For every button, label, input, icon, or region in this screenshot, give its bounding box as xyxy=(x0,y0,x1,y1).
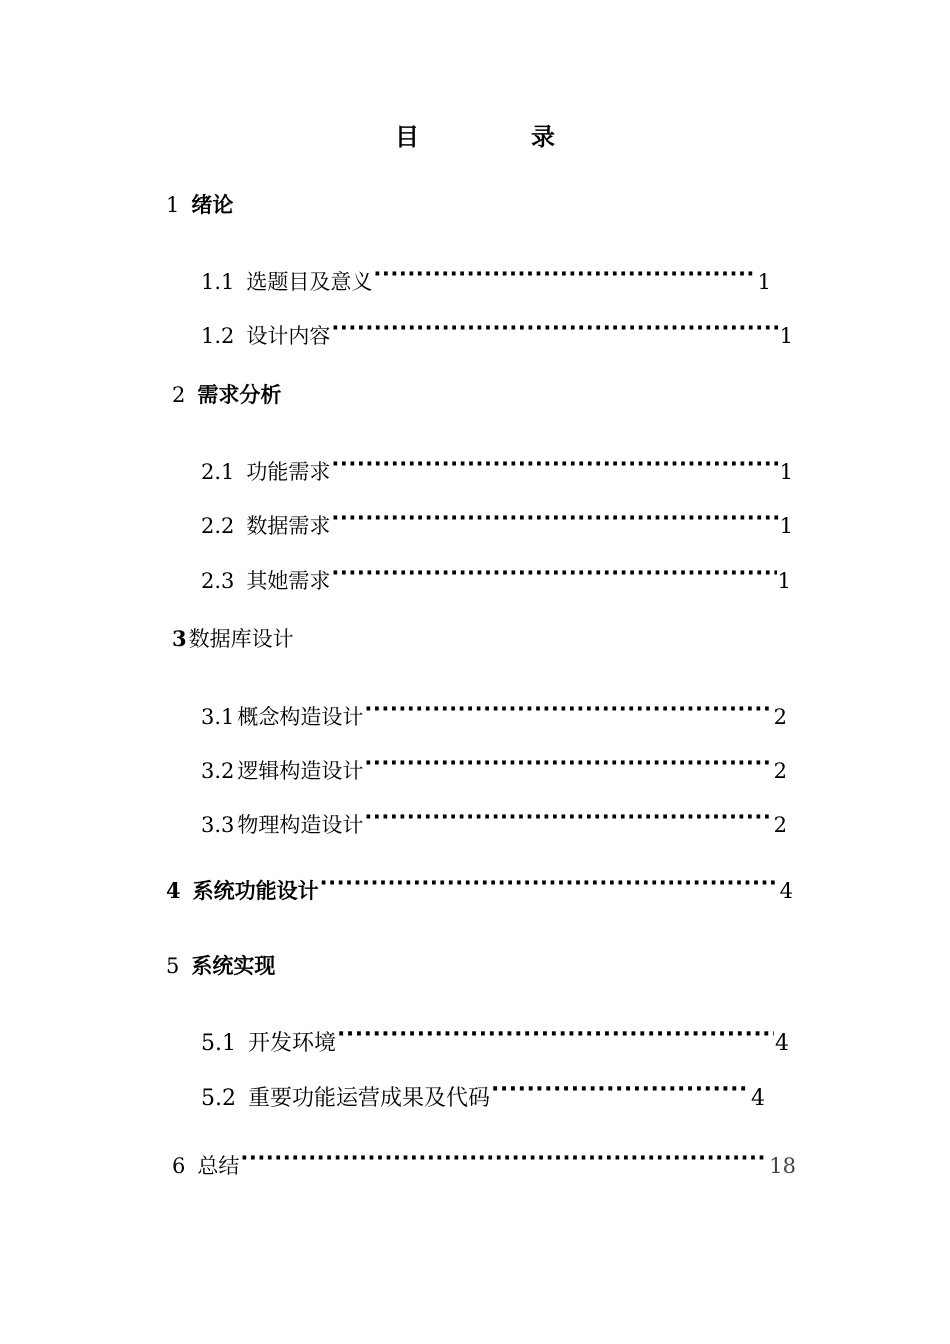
toc-label: 物理构造设计 xyxy=(237,813,364,837)
toc-label: 开发环境 xyxy=(248,1031,337,1056)
toc-leader-dots xyxy=(331,503,778,533)
toc-section-1-2 xyxy=(201,313,793,351)
toc-label: 系统功能设计 xyxy=(192,879,319,903)
toc-chapter-5 xyxy=(166,951,275,981)
toc-section-1-1 xyxy=(201,259,771,297)
toc-number: 1.1 xyxy=(201,270,235,294)
toc-section-5-1 xyxy=(201,1020,789,1059)
toc-number: 2.3 xyxy=(201,569,235,593)
toc-label: 需求分析 xyxy=(197,383,282,407)
toc-section-3-3 xyxy=(201,802,787,840)
toc-leader-dots xyxy=(364,748,772,778)
toc-page-number: 2 xyxy=(773,759,787,783)
toc-label: 概念构造设计 xyxy=(237,705,364,729)
toc-label: 功能需求 xyxy=(246,460,331,484)
toc-leader-dots xyxy=(364,802,772,832)
toc-chapter-3 xyxy=(172,624,294,654)
toc-page-number: 4 xyxy=(775,1031,789,1056)
toc-leader-dots xyxy=(364,694,772,724)
toc-number: 2.2 xyxy=(201,514,235,538)
toc-page-number: 1 xyxy=(779,324,793,348)
toc-label: 数据需求 xyxy=(246,514,331,538)
toc-leader-dots xyxy=(240,1143,768,1173)
toc-section-3-2 xyxy=(201,748,787,786)
toc-page-number: 1 xyxy=(777,569,791,593)
toc-leader-dots xyxy=(331,313,778,343)
toc-label: 其她需求 xyxy=(246,569,331,593)
toc-label: 选题目及意义 xyxy=(246,270,373,294)
toc-section-3-1 xyxy=(201,694,787,732)
toc-section-2-2 xyxy=(201,503,793,541)
toc-label: 绪论 xyxy=(191,193,234,217)
toc-number: 2.1 xyxy=(201,460,235,484)
toc-section-5-2 xyxy=(201,1075,765,1114)
toc-chapter-4 xyxy=(166,868,793,906)
toc-number: 5.1 xyxy=(201,1031,236,1056)
toc-label: 逻辑构造设计 xyxy=(237,759,364,783)
toc-section-2-3 xyxy=(201,558,791,596)
toc-label: 总结 xyxy=(197,1154,240,1178)
toc-leader-dots xyxy=(337,1020,774,1050)
toc-leader-dots xyxy=(491,1075,750,1105)
toc-page-number: 1 xyxy=(779,460,793,484)
toc-page-number: 2 xyxy=(773,705,787,729)
toc-leader-dots xyxy=(331,449,778,479)
toc-page-number: 1 xyxy=(757,270,771,294)
toc-leader-dots xyxy=(373,259,756,289)
toc-leader-dots xyxy=(320,868,779,898)
toc-label: 系统实现 xyxy=(191,954,276,978)
toc-page-number: 4 xyxy=(751,1086,765,1111)
toc-number: 5 xyxy=(166,954,180,978)
toc-page-number: 1 xyxy=(779,514,793,538)
toc-title: 目 录 xyxy=(395,123,599,151)
toc-number: 4 xyxy=(166,878,181,903)
toc-number: 1.2 xyxy=(201,324,235,348)
toc-page-number: 4 xyxy=(779,879,793,903)
toc-label: 重要功能运营成果及代码 xyxy=(248,1086,491,1111)
toc-leader-dots xyxy=(331,558,776,588)
toc-number: 5.2 xyxy=(201,1086,236,1111)
toc-label: 数据库设计 xyxy=(188,627,294,651)
toc-chapter-6 xyxy=(172,1143,796,1181)
toc-number: 3.1 xyxy=(201,705,235,729)
toc-number: 3.3 xyxy=(201,813,235,837)
toc-number: 2 xyxy=(172,383,186,407)
toc-chapter-2 xyxy=(172,380,281,410)
toc-page-number: 2 xyxy=(773,813,787,837)
toc-number: 6 xyxy=(172,1154,186,1178)
toc-page-number: 18 xyxy=(769,1154,796,1178)
toc-number: 1 xyxy=(166,193,180,217)
toc-label: 设计内容 xyxy=(246,324,331,348)
toc-number: 3 xyxy=(172,626,187,651)
toc-chapter-1 xyxy=(166,190,233,220)
toc-section-2-1 xyxy=(201,449,793,487)
toc-number: 3.2 xyxy=(201,759,235,783)
